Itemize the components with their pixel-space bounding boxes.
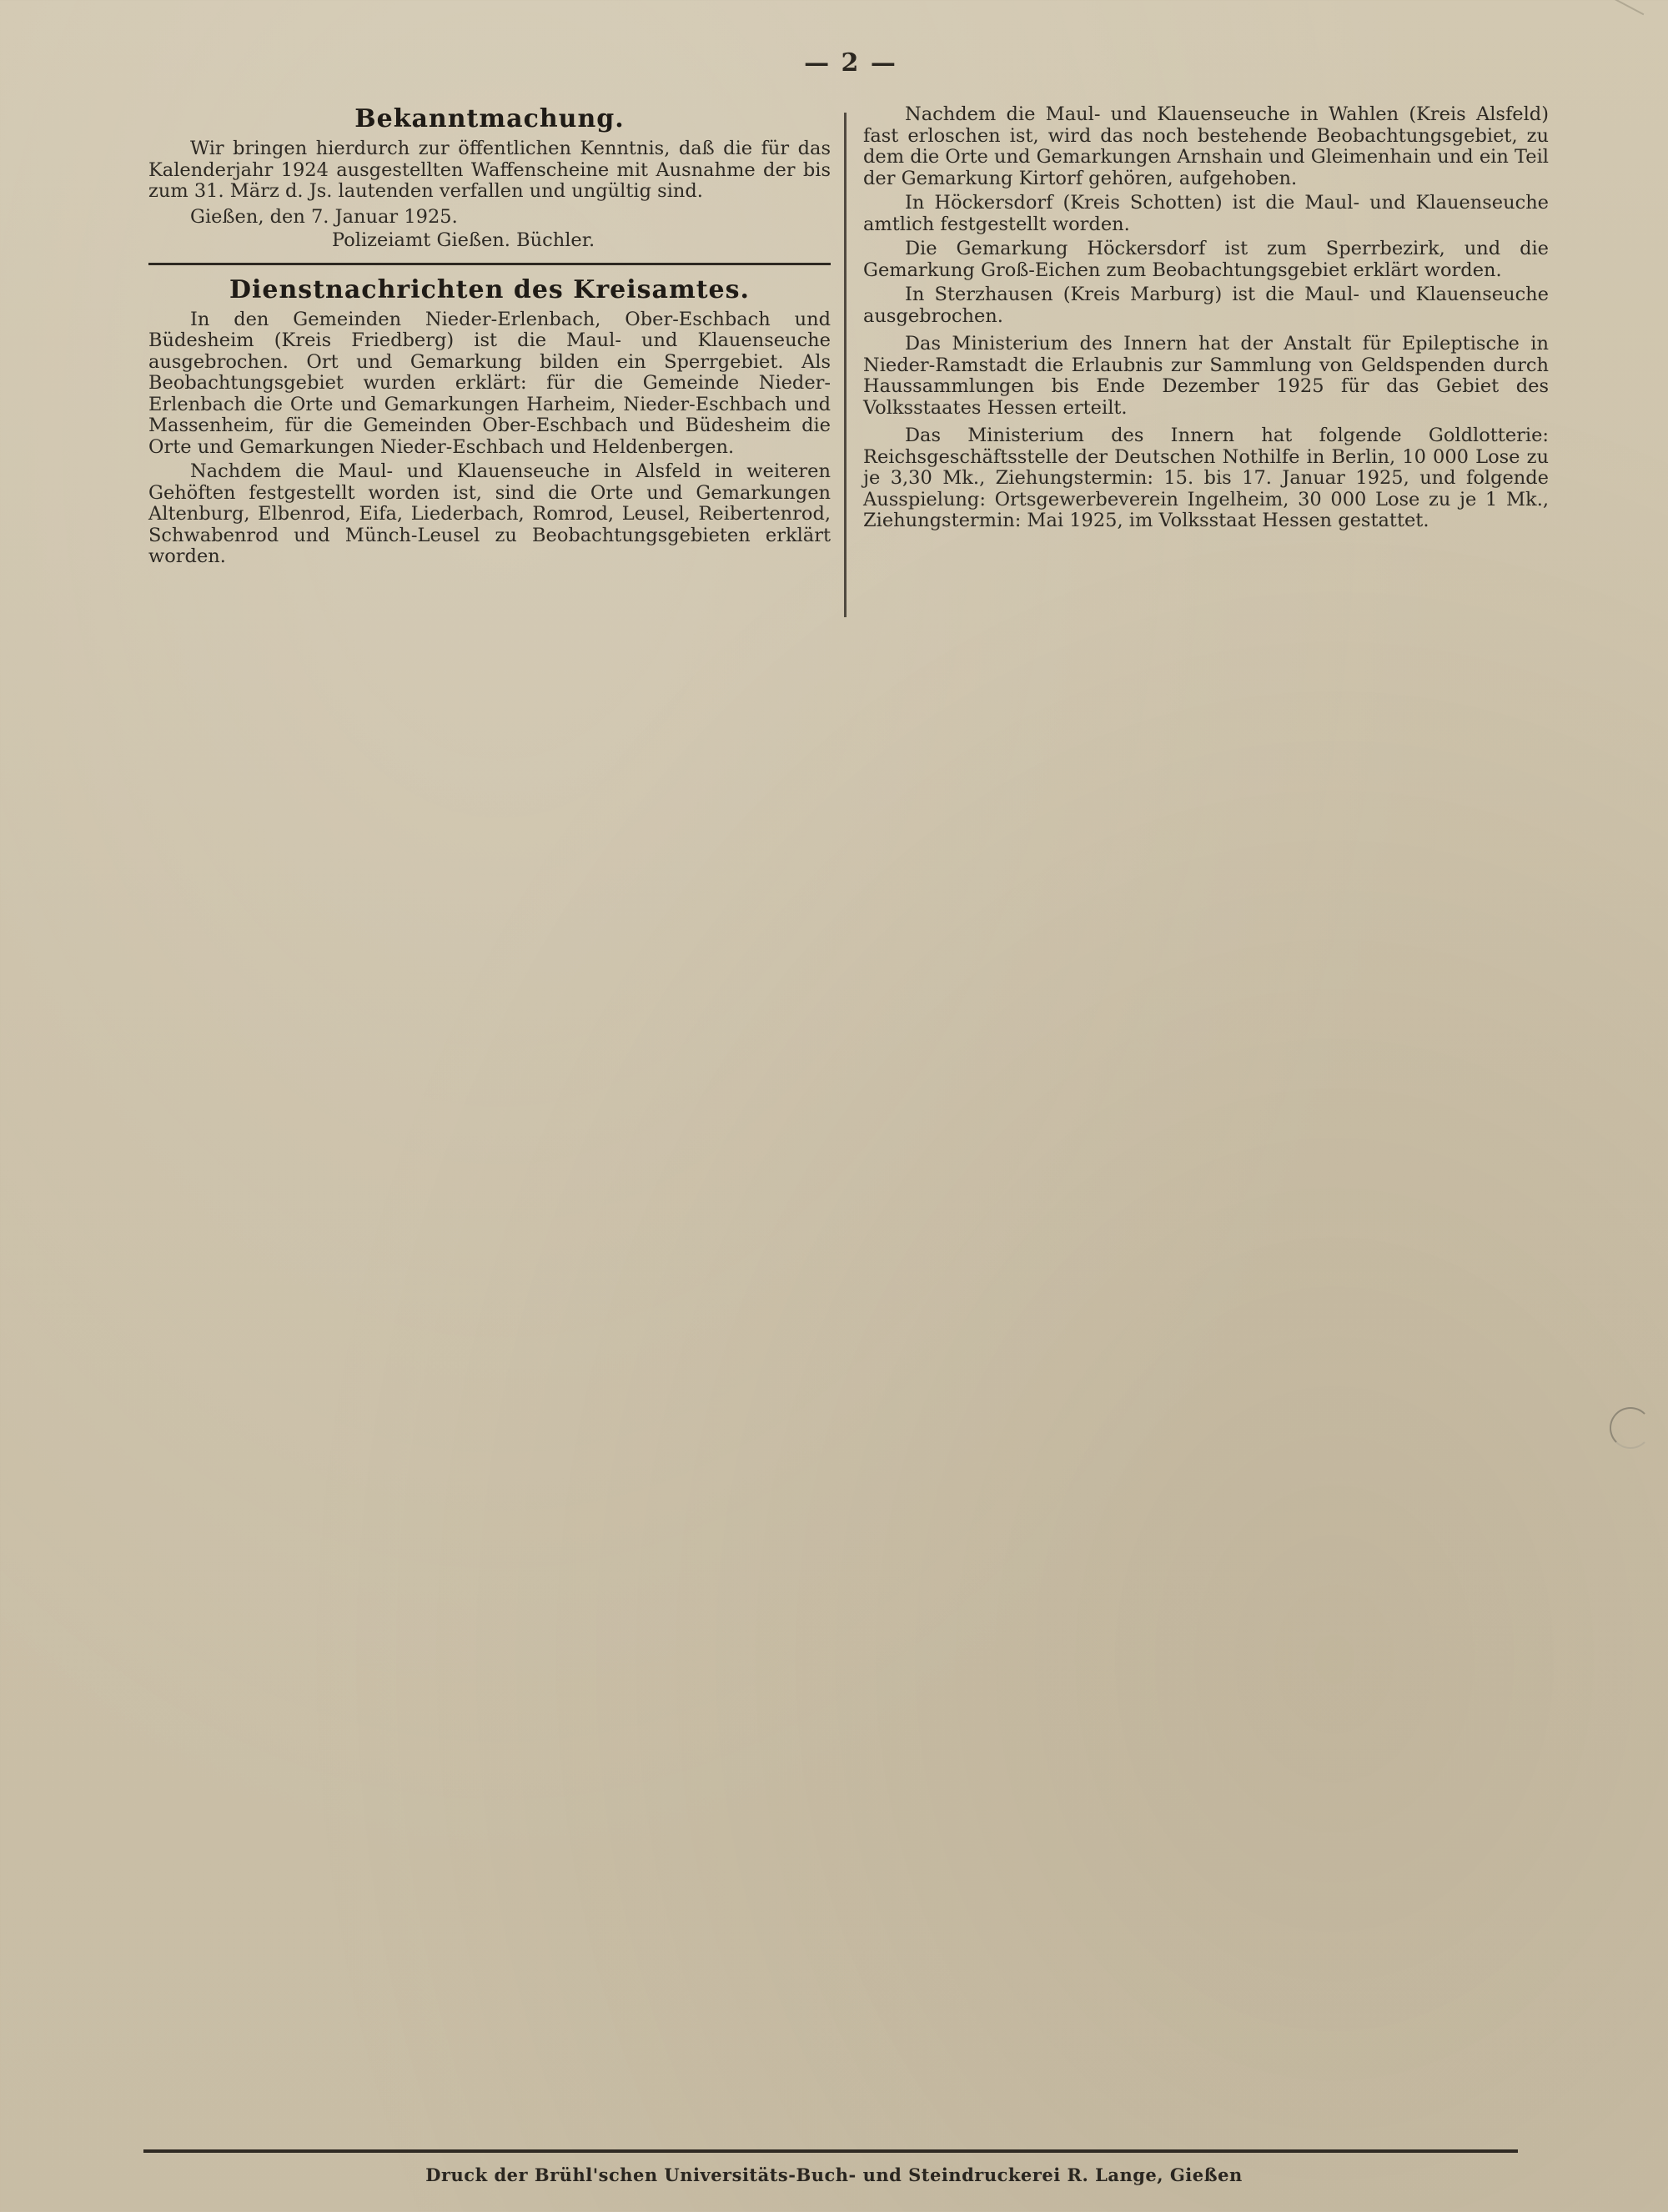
service-news-paragraph: In den Gemeinden Nieder-Erlenbach, Ober-Eschbach und Büdesheim (Kreis Friedberg) ist die Maul- und Klauenseuche ausgebrochen. Ort und Gemarkung bilden ein Sperrgebiet. Als Beobachtungsgebiet wurden erklärt: für die Gemeinde Nieder-Erlenbach die Orte und Gemarkungen Harheim, Nieder-Eschbach und Massenheim, für die Gemeinden Ober-Eschbach und Büdesheim die Orte und Gemarkungen Nieder-Eschbach und Heldenbergen. [148,308,831,458]
right-paragraph: Nachdem die Maul- und Klauenseuche in Wahlen (Kreis Alsfeld) fast erloschen ist, wird das noch bestehende Beobachtungsgebiet, zu dem die Orte und Gemarkungen Arnshain und Gleimenhain und ein Teil der Gemarkung Kirtorf gehören, aufgehoben. [863,103,1549,189]
service-news-section [148,275,831,568]
right-paragraph: In Höckersdorf (Kreis Schotten) ist die Maul- und Klauenseuche amtlich festgestellt worden. [863,192,1549,235]
service-news-heading: Dienstnachrichten des Kreisamtes. [229,274,750,304]
right-paragraph: Das Ministerium des Innern hat der Anstalt für Epileptische in Nieder-Ramstadt die Erlaubnis zur Sammlung von Geldspenden durch Haussammlungen bis Ende Dezember 1925 für das Gebiet des Volksstaates Hessen erteilt. [863,333,1549,419]
notice-section [148,104,831,251]
notice-date-line: Gießen, den 7. Januar 1925. [190,205,458,228]
service-news-paragraph: Nachdem die Maul- und Klauenseuche in Alsfeld in weiteren Gehöften festgestellt worden ist, sind die Orte und Gemarkungen Altenburg, Elbenrod, Eifa, Liederbach, Romrod, Leusel, Reibertenrod, Schwabenrod und Münch-Leusel zu Beobachtungsgebieten erklärt worden. [148,460,831,567]
footer-rule [143,2149,1518,2153]
paper-crease-mark [1584,0,1645,45]
right-paragraph: Das Ministerium des Innern hat folgende Goldlotterie: Reichsgeschäftsstelle der Deutschen Nothilfe in Berlin, 10 000 Lose zu je 3,30 Mk., Ziehungstermin: 15. bis 17. Januar 1925, und folgende Ausspielung: Ortsgewerbeverein Ingelheim, 30 000 Lose zu je 1 Mk., Ziehungstermin: Mai 1925, im Volksstaat Hessen gestattet. [863,425,1549,531]
column-divider [844,113,847,617]
page-number: — 2 — [804,48,897,78]
section-divider [148,263,831,265]
printer-imprint: Druck der Brühl'schen Universitäts-Buch- und Steindruckerei R. Lange, Gießen [425,2164,1243,2185]
punch-hole [1610,1407,1651,1449]
left-column [148,104,831,571]
notice-signature: Polizeiamt Gießen. Büchler. [332,229,595,251]
right-paragraph: Die Gemarkung Höckersdorf ist zum Sperrbezirk, und die Gemarkung Groß-Eichen zum Beobachtungsgebiet erklärt worden. [863,238,1549,281]
right-paragraph: In Sterzhausen (Kreis Marburg) ist die Maul- und Klauenseuche ausgebrochen. [863,284,1549,327]
notice-heading: Bekanntmachung. [354,104,625,133]
right-column [863,104,1549,535]
notice-paragraph: Wir bringen hierdurch zur öffentlichen Kenntnis, daß die für das Kalenderjahr 1924 ausgestellten Waffenscheine mit Ausnahme der bis zum 31. März d. Js. lautenden verfallen und ungültig sind. [148,138,831,202]
